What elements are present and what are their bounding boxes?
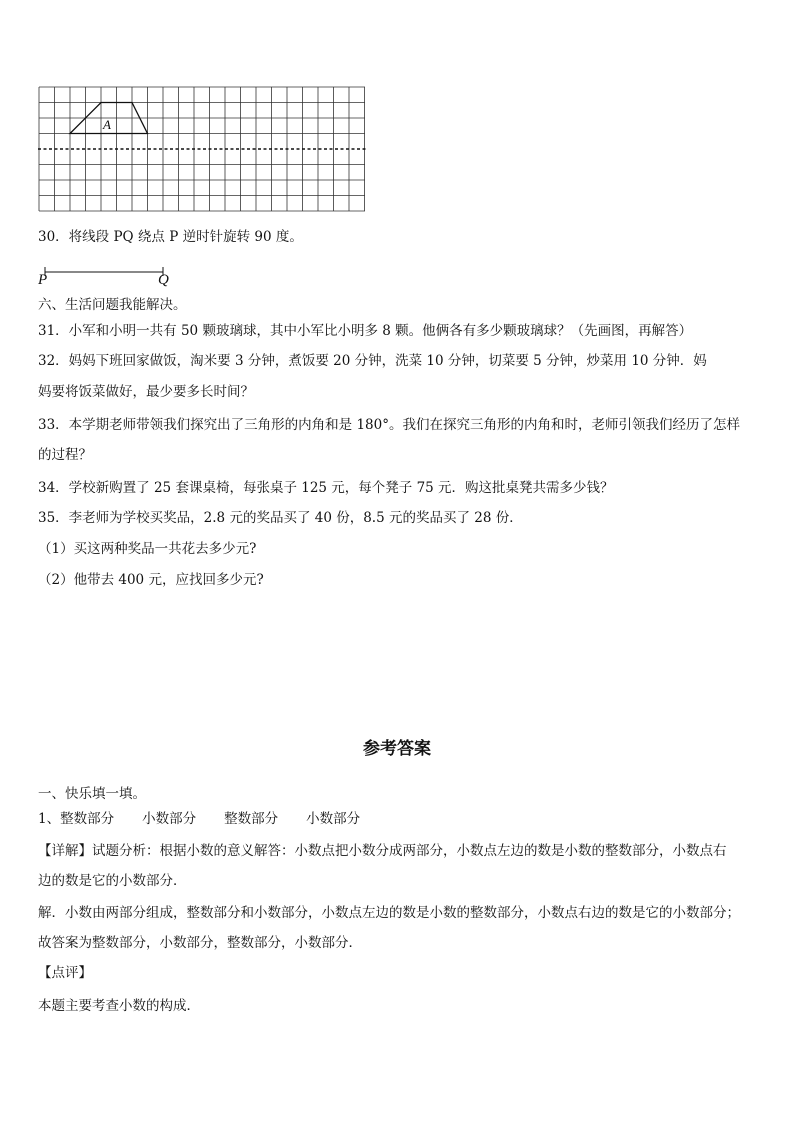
answer-blank: 整数部分: [224, 811, 279, 827]
answers-section-1: 一、快乐填一填。: [38, 786, 146, 802]
shape-label: A: [103, 117, 111, 132]
question-32-line-2: 妈要将饭菜做好，最少要多长时间？: [38, 384, 254, 400]
solution-line-2: 故答案为整数部分，小数部分，整数部分，小数部分．: [38, 935, 362, 951]
answer-blank: 整数部分: [60, 811, 115, 827]
detail-line-2: 边的数是它的小数部分．: [38, 873, 187, 889]
detail-label: 【详解】: [38, 843, 92, 859]
detail-text: 试题分析：根据小数的意义解答：小数点把小数分成两部分，小数点左边的数是小数的整数部分，小数点右: [92, 843, 727, 859]
question-34: 34．学校新购置了 25 套课桌椅，每张桌子 125 元，每个凳子 75 元．购这批桌凳共需多少钱？: [38, 480, 614, 496]
answer-blank: 小数部分: [306, 811, 361, 827]
answer-1-number: 1、: [38, 811, 61, 827]
question-35-sub-2: （2）他带去 400 元，应找回多少元?: [38, 572, 264, 588]
question-31: 31．小军和小明一共有 50 颗玻璃球，其中小军比小明多 8 颗。他俩各有多少颗玻璃球？（先画图，再解答）: [38, 323, 693, 339]
question-33-line-2: 的过程？: [38, 447, 92, 463]
grid-figure: [38, 86, 368, 214]
point-q-label: Q: [158, 272, 169, 288]
section-6-heading: 六、生活问题我能解决。: [38, 297, 187, 313]
answer-blank: 小数部分: [142, 811, 197, 827]
point-p-label: P: [38, 272, 48, 288]
answers-title: 参考答案: [363, 739, 431, 759]
comment-text: 本题主要考查小数的构成．: [38, 998, 200, 1014]
comment-label: 【点评】: [38, 965, 92, 981]
question-35-sub-1: （1）买这两种奖品一共花去多少元?: [38, 541, 257, 557]
question-33-line-1: 33．本学期老师带领我们探究出了三角形的内角和是 180°。我们在探究三角形的内角和时，老师引领我们经历了怎样: [38, 417, 740, 433]
question-30: 30．将线段 PQ 绕点 P 逆时针旋转 90 度。: [38, 229, 303, 245]
detail-line-1: [38, 842, 727, 860]
answer-1: [38, 810, 388, 828]
solution-line-1: 解．小数由两部分组成，整数部分和小数部分，小数点左边的数是小数的整数部分，小数点右边的数是它的小数部分；: [38, 905, 740, 921]
question-35: 35．李老师为学校买奖品，2.8 元的奖品买了 40 份，8.5 元的奖品买了 28 份．: [38, 510, 523, 526]
question-32-line-1: 32．妈妈下班回家做饭，淘米要 3 分钟，煮饭要 20 分钟，洗菜 10 分钟，切菜要 5 分钟，炒菜用 10 分钟．妈: [38, 353, 707, 369]
